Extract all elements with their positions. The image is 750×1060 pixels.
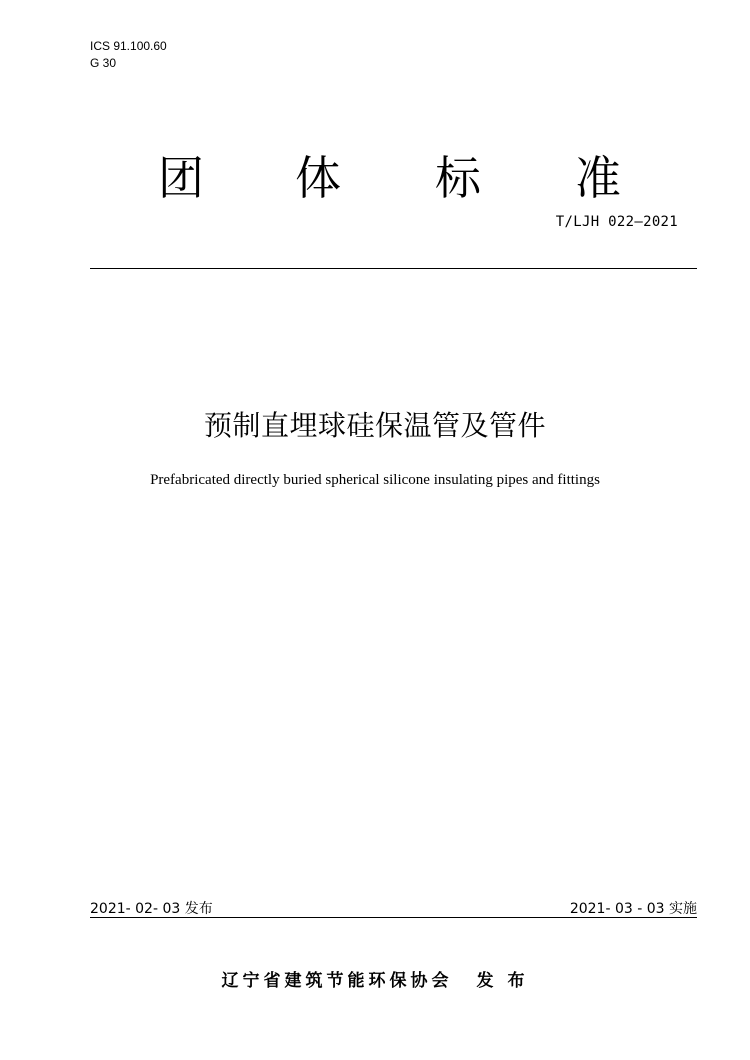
ccs-code: G 30 [90,56,117,70]
publisher-name: 辽宁省建筑节能环保协会 [221,971,453,991]
footer-divider [90,917,697,918]
title-char: 标 [435,151,481,205]
publisher-line [0,966,750,991]
standard-number: T/LJH 022—2021 [555,214,678,230]
title-char: 体 [295,151,341,205]
title-char: 团 [158,151,204,205]
document-title-english: Prefabricated directly buried spherical silicone insulating pipes and fittings [150,472,600,488]
document-title-chinese: 预制直埋球硅保温管及管件 [203,409,546,442]
standard-type-title [150,148,650,208]
publish-date: 2021- 02- 03 发布 [90,901,213,917]
title-char: 准 [575,151,621,205]
implementation-date: 2021- 03 - 03 实施 [569,901,697,917]
classification-codes [90,38,167,72]
header-divider [90,268,697,269]
ics-code: ICS 91.100.60 [90,39,167,53]
publisher-action: 发 布 [476,971,529,991]
